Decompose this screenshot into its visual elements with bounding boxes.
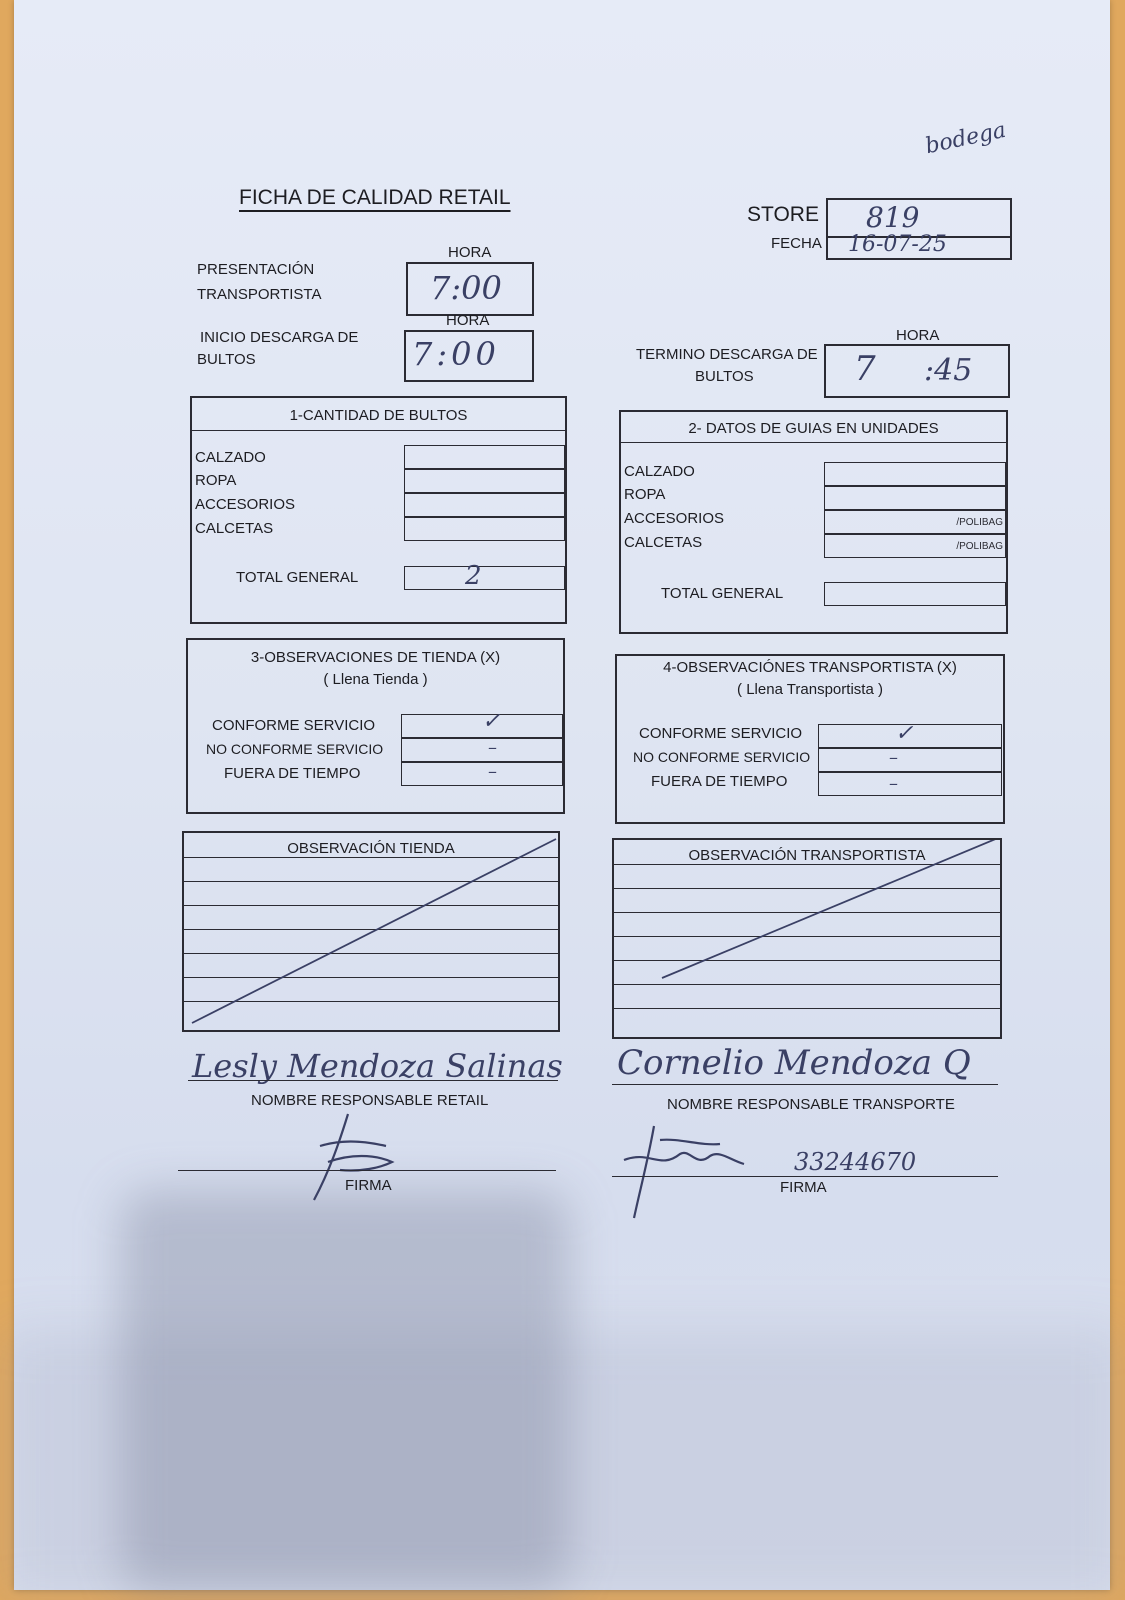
section2-row-accesorios: ACCESORIOS — [624, 510, 725, 527]
fecha-field[interactable] — [826, 234, 1012, 260]
inicio-hora-value: 7:00 — [412, 335, 500, 373]
presentacion-hora-field[interactable] — [406, 262, 534, 316]
section2-cell-ropa[interactable] — [824, 486, 1006, 510]
presentacion-label-2: TRANSPORTISTA — [197, 286, 322, 303]
section2-cell-calzado[interactable] — [824, 462, 1006, 486]
section2-total-label: TOTAL GENERAL — [661, 585, 784, 602]
presentacion-hora-value: 7:00 — [430, 269, 502, 307]
section3-conforme-mark: ✓ — [482, 709, 501, 734]
phone-shadow — [120, 1190, 570, 1590]
section1-row-accesorios: ACCESORIOS — [195, 496, 296, 513]
termino-label-2: BULTOS — [695, 368, 754, 385]
presentacion-label-1: PRESENTACIÓN — [197, 261, 315, 278]
section4-cell-conforme[interactable] — [818, 721, 1002, 748]
section3-sub: ( Llena Tienda ) — [323, 671, 428, 688]
polibag-note-2: /POLIBAG — [956, 541, 1003, 552]
section1-header: 1-CANTIDAD DE BULTOS — [289, 407, 468, 424]
hora-label-2: HORA — [446, 312, 490, 329]
section4-row-conforme: CONFORME SERVICIO — [639, 725, 803, 742]
section1-row-calcetas: CALCETAS — [195, 520, 274, 537]
section-observaciones-transportista — [615, 654, 1005, 824]
section2-header: 2- DATOS DE GUIAS EN UNIDADES — [688, 420, 939, 437]
section4-row-no-conforme: NO CONFORME SERVICIO — [633, 749, 811, 765]
section3-cell-conforme[interactable] — [401, 709, 563, 738]
section4-cell-fuera[interactable] — [818, 772, 1002, 796]
section4-header: 4-OBSERVACIÓNES TRANSPORTISTA (X) — [663, 659, 957, 676]
section3-header: 3-OBSERVACIONES DE TIENDA (X) — [250, 649, 501, 666]
transporte-id-value: 33244670 — [794, 1148, 917, 1176]
section1-cell-calzado[interactable] — [404, 445, 565, 469]
section3-row-fuera: FUERA DE TIEMPO — [224, 765, 361, 782]
transporte-firma-line — [612, 1176, 998, 1177]
section1-cell-calcetas[interactable] — [404, 517, 565, 541]
transporte-name-label: NOMBRE RESPONSABLE TRANSPORTE — [667, 1096, 955, 1113]
inicio-hora-field[interactable] — [404, 330, 534, 382]
termino-hora-value-1: 7 — [854, 349, 876, 389]
transporte-firma-label: FIRMA — [780, 1179, 827, 1196]
cross-out-line-tienda — [184, 833, 558, 1030]
section4-fuera-mark: – — [889, 773, 898, 794]
section1-total-cell[interactable] — [404, 561, 565, 591]
retail-firma-line — [178, 1170, 556, 1171]
section3-fuera-mark: – — [488, 761, 497, 782]
section1-row-ropa: ROPA — [195, 472, 237, 489]
section3-cell-no-conforme[interactable] — [401, 738, 563, 762]
termino-hora-field[interactable] — [824, 344, 1010, 398]
retail-name-handwritten: Lesly Mendoza Salinas — [192, 1047, 563, 1085]
inicio-label-1: INICIO DESCARGA DE — [200, 329, 359, 346]
corner-note: bodega — [923, 117, 1009, 160]
section4-no-conforme-mark: – — [889, 747, 898, 768]
section2-cell-calcetas[interactable] — [824, 534, 1006, 558]
section1-total-value: 2 — [465, 561, 482, 591]
store-label: STORE — [747, 203, 819, 226]
section1-cell-ropa[interactable] — [404, 469, 565, 493]
section1-total-label: TOTAL GENERAL — [236, 569, 359, 586]
transporte-signature-icon — [620, 1120, 750, 1220]
section4-conforme-mark: ✓ — [895, 721, 914, 746]
retail-firma-label: FIRMA — [345, 1177, 392, 1194]
store-value: 819 — [866, 201, 920, 234]
section4-sub: ( Llena Transportista ) — [737, 681, 883, 698]
section2-row-ropa: ROPA — [624, 486, 666, 503]
section-cantidad-bultos — [190, 396, 567, 624]
section3-no-conforme-mark: – — [488, 737, 497, 758]
observacion-transportista-header: OBSERVACIÓN TRANSPORTISTA — [688, 847, 926, 864]
termino-hora-value-2: :45 — [924, 353, 973, 388]
fecha-value: 16-07-25 — [848, 232, 947, 257]
hora-label-3: HORA — [896, 327, 940, 344]
transporte-name-handwritten: Cornelio Mendoza Q — [617, 1043, 971, 1083]
section3-row-conforme: CONFORME SERVICIO — [212, 717, 376, 734]
retail-name-line — [188, 1080, 558, 1081]
observacion-tienda-box[interactable] — [182, 831, 560, 1032]
inicio-label-2: BULTOS — [197, 351, 256, 368]
section4-row-fuera: FUERA DE TIEMPO — [651, 773, 788, 790]
retail-name-label: NOMBRE RESPONSABLE RETAIL — [251, 1092, 489, 1109]
observacion-transportista-box[interactable] — [612, 838, 1002, 1039]
section3-row-no-conforme: NO CONFORME SERVICIO — [206, 741, 384, 757]
section2-row-calzado: CALZADO — [624, 463, 695, 480]
observacion-tienda-header: OBSERVACIÓN TIENDA — [287, 840, 455, 857]
form-title: FICHA DE CALIDAD RETAIL — [239, 186, 511, 209]
fecha-label: FECHA — [771, 235, 822, 252]
section2-total-cell[interactable] — [824, 582, 1006, 606]
transporte-name-line — [612, 1084, 998, 1085]
section4-cell-no-conforme[interactable] — [818, 748, 1002, 772]
section-datos-guias — [619, 410, 1008, 634]
cross-out-line-transportista — [614, 840, 1000, 1037]
polibag-note-1: /POLIBAG — [956, 517, 1003, 528]
section3-cell-fuera[interactable] — [401, 762, 563, 786]
section-observaciones-tienda — [186, 638, 565, 814]
section2-cell-accesorios[interactable] — [824, 510, 1006, 534]
section2-row-calcetas: CALCETAS — [624, 534, 703, 551]
termino-label-1: TERMINO DESCARGA DE — [636, 346, 818, 363]
section1-cell-accesorios[interactable] — [404, 493, 565, 517]
hora-label-1: HORA — [448, 244, 492, 261]
section1-row-calzado: CALZADO — [195, 449, 266, 466]
